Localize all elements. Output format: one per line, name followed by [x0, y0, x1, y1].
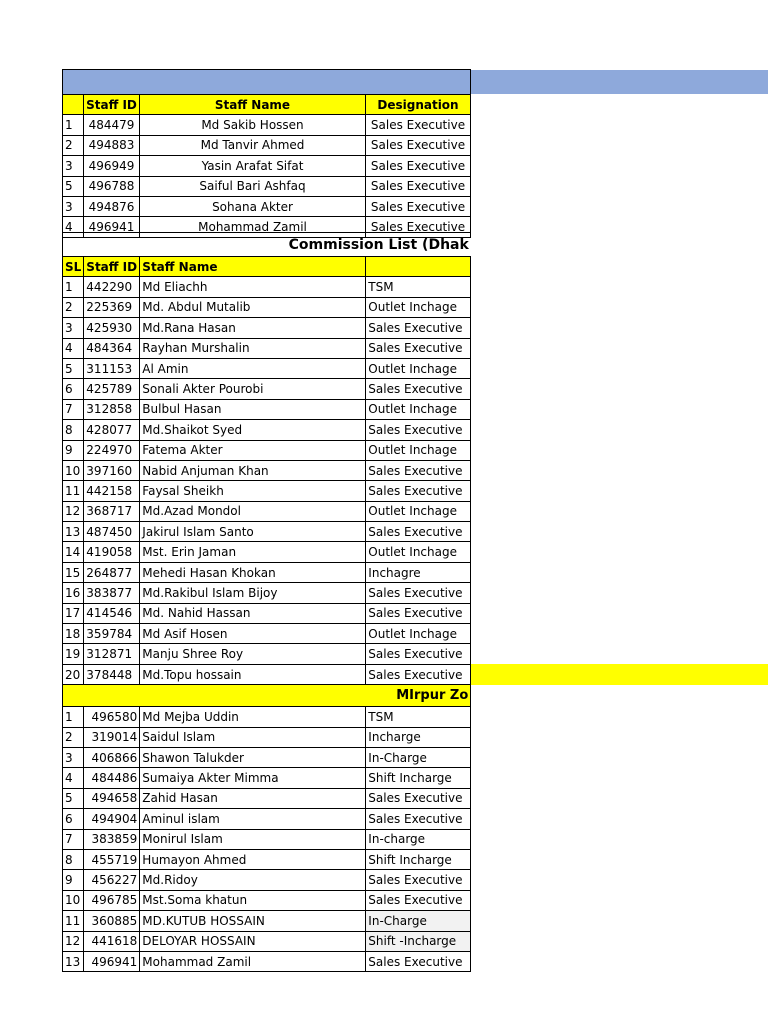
designation-cell: Sales Executive — [366, 481, 471, 501]
staff-id-cell: 312858 — [84, 399, 140, 419]
designation-cell: Outlet Inchage — [366, 624, 471, 644]
staff-id-cell: 484479 — [84, 115, 140, 135]
staff-name-cell: Shawon Talukder — [140, 747, 366, 767]
staff-id-cell: 487450 — [84, 522, 140, 542]
table-row — [63, 911, 471, 931]
table-row — [63, 747, 471, 767]
sl-cell: 10 — [63, 890, 84, 910]
staff-name-cell: Al Amin — [140, 358, 366, 378]
designation-cell: Incharge — [366, 727, 471, 747]
designation-cell: Sales Executive — [366, 135, 471, 155]
staff-id-header: Staff ID — [84, 95, 140, 115]
staff-id-cell: 442290 — [84, 277, 140, 297]
sl-cell: 4 — [63, 768, 84, 788]
table-row — [63, 460, 471, 480]
staff-id-cell: 264877 — [84, 562, 140, 582]
staff-id-cell: 496580 — [84, 707, 140, 727]
staff-name-cell: Md Eliachh — [140, 277, 366, 297]
sl-cell: 6 — [63, 809, 84, 829]
staff-name-cell: Nabid Anjuman Khan — [140, 460, 366, 480]
sl-cell: 5 — [63, 788, 84, 808]
table-row — [63, 440, 471, 460]
table-row — [63, 931, 471, 951]
sl-cell: 10 — [63, 460, 84, 480]
table-row — [63, 644, 471, 664]
table-row — [63, 379, 471, 399]
sl-cell: 4 — [63, 217, 84, 237]
zone-band — [470, 664, 768, 685]
staff-id-cell: 383859 — [84, 829, 140, 849]
staff-id-cell: 360885 — [84, 911, 140, 931]
staff-name-cell: Monirul Islam — [140, 829, 366, 849]
designation-header — [366, 257, 471, 277]
staff-name-cell: Sumaiya Akter Mimma — [140, 768, 366, 788]
staff-id-cell: 494883 — [84, 135, 140, 155]
staff-id-cell: 484486 — [84, 768, 140, 788]
staff-name-cell: Zahid Hasan — [140, 788, 366, 808]
staff-id-cell: 225369 — [84, 297, 140, 317]
table-row — [63, 870, 471, 890]
sl-cell: 5 — [63, 358, 84, 378]
table-row — [63, 399, 471, 419]
sl-cell: 3 — [63, 747, 84, 767]
sl-cell: 3 — [63, 156, 84, 176]
staff-id-cell: 428077 — [84, 420, 140, 440]
staff-name-cell: Md Tanvir Ahmed — [140, 135, 366, 155]
sl-cell: 12 — [63, 931, 84, 951]
designation-cell: Sales Executive — [366, 318, 471, 338]
designation-cell: Outlet Inchage — [366, 297, 471, 317]
staff-id-cell: 383877 — [84, 583, 140, 603]
sl-cell: 3 — [63, 196, 84, 216]
staff-id-cell: 494876 — [84, 196, 140, 216]
staff-name-cell: Faysal Sheikh — [140, 481, 366, 501]
table-row — [63, 358, 471, 378]
sl-cell: 2 — [63, 297, 84, 317]
table-header-row — [63, 95, 471, 115]
sl-cell: 11 — [63, 911, 84, 931]
zone-title-row — [63, 685, 471, 707]
staff-id-cell: 496941 — [84, 951, 140, 971]
designation-cell: Sales Executive — [366, 951, 471, 971]
zone-title: MIrpur Zo — [63, 685, 471, 707]
sl-cell: 17 — [63, 603, 84, 623]
staff-name-cell: Humayon Ahmed — [140, 849, 366, 869]
designation-cell: Shift Incharge — [366, 768, 471, 788]
sl-cell: 18 — [63, 624, 84, 644]
table-row — [63, 135, 471, 155]
designation-cell: Outlet Inchage — [366, 501, 471, 521]
table-row — [63, 829, 471, 849]
blank-header-row — [63, 70, 471, 95]
staff-name-cell: Md Asif Hosen — [140, 624, 366, 644]
sl-cell: 14 — [63, 542, 84, 562]
section-title-row — [63, 233, 471, 257]
staff-id-cell: 368717 — [84, 501, 140, 521]
table-row — [63, 788, 471, 808]
sl-cell: 4 — [63, 338, 84, 358]
designation-cell: Sales Executive — [366, 870, 471, 890]
staff-name-cell: Sonali Akter Pourobi — [140, 379, 366, 399]
sl-cell: 7 — [63, 399, 84, 419]
sl-cell: 12 — [63, 501, 84, 521]
sl-cell: 1 — [63, 707, 84, 727]
designation-header: Designation — [366, 95, 471, 115]
table-row — [63, 727, 471, 747]
staff-name-cell: Rayhan Murshalin — [140, 338, 366, 358]
designation-cell: Outlet Inchage — [366, 399, 471, 419]
sl-cell: 8 — [63, 849, 84, 869]
table-row — [63, 297, 471, 317]
staff-name-cell: Mohammad Zamil — [140, 951, 366, 971]
sl-cell: 20 — [63, 664, 84, 684]
table-row — [63, 420, 471, 440]
staff-name-cell: Md.Rakibul Islam Bijoy — [140, 583, 366, 603]
sl-cell: 16 — [63, 583, 84, 603]
staff-id-cell: 312871 — [84, 644, 140, 664]
staff-name-cell: Saiful Bari Ashfaq — [140, 176, 366, 196]
table-row — [63, 707, 471, 727]
table-row — [63, 156, 471, 176]
sl-cell: 9 — [63, 440, 84, 460]
table-row — [63, 809, 471, 829]
staff-id-cell: 311153 — [84, 358, 140, 378]
sl-cell: 8 — [63, 420, 84, 440]
table-row — [63, 501, 471, 521]
staff-name-cell: Md.Ridoy — [140, 870, 366, 890]
sl-cell: 13 — [63, 951, 84, 971]
staff-name-cell: Mst. Erin Jaman — [140, 542, 366, 562]
staff-name-cell: Md.Topu hossain — [140, 664, 366, 684]
staff-name-cell: Md. Abdul Mutalib — [140, 297, 366, 317]
table-row — [63, 115, 471, 135]
staff-id-cell: 494658 — [84, 788, 140, 808]
staff-id-cell: 425789 — [84, 379, 140, 399]
staff-id-cell: 397160 — [84, 460, 140, 480]
designation-cell: Sales Executive — [366, 217, 471, 237]
staff-id-cell: 414546 — [84, 603, 140, 623]
sl-header: SL — [63, 257, 84, 277]
staff-name-cell: Md.Shaikot Syed — [140, 420, 366, 440]
designation-cell: Outlet Inchage — [366, 542, 471, 562]
designation-cell: In-Charge — [366, 747, 471, 767]
staff-name-cell: Saidul Islam — [140, 727, 366, 747]
designation-cell: Sales Executive — [366, 788, 471, 808]
staff-name-cell: Bulbul Hasan — [140, 399, 366, 419]
staff-id-cell: 319014 — [84, 727, 140, 747]
staff-name-cell: Mst.Soma khatun — [140, 890, 366, 910]
sl-cell: 3 — [63, 318, 84, 338]
designation-cell: TSM — [366, 277, 471, 297]
sl-cell: 15 — [63, 562, 84, 582]
designation-cell: Sales Executive — [366, 379, 471, 399]
table-row — [63, 562, 471, 582]
sl-cell: 7 — [63, 829, 84, 849]
table-row — [63, 522, 471, 542]
table-row — [63, 176, 471, 196]
staff-id-cell: 496941 — [84, 217, 140, 237]
staff-id-cell: 441618 — [84, 931, 140, 951]
staff-name-cell: MD.KUTUB HOSSAIN — [140, 911, 366, 931]
staff-name-cell: Sohana Akter — [140, 196, 366, 216]
designation-cell: In-Charge — [366, 911, 471, 931]
table-row — [63, 196, 471, 216]
table-row — [63, 849, 471, 869]
designation-cell: Sales Executive — [366, 196, 471, 216]
staff-name-cell: Jakirul Islam Santo — [140, 522, 366, 542]
staff-id-cell: 359784 — [84, 624, 140, 644]
staff-name-cell: Mehedi Hasan Khokan — [140, 562, 366, 582]
sl-cell: 2 — [63, 727, 84, 747]
staff-id-cell: 442158 — [84, 481, 140, 501]
table-row — [63, 481, 471, 501]
sl-cell: 1 — [63, 115, 84, 135]
designation-cell: Sales Executive — [366, 115, 471, 135]
staff-id-cell: 406866 — [84, 747, 140, 767]
staff-name-cell: Fatema Akter — [140, 440, 366, 460]
staff-name-cell: Aminul islam — [140, 809, 366, 829]
staff-name-header: Staff Name — [140, 95, 366, 115]
table-row — [63, 318, 471, 338]
commission-title: Commission List (Dhak — [63, 233, 471, 257]
designation-cell: Sales Executive — [366, 176, 471, 196]
staff-id-cell: 425930 — [84, 318, 140, 338]
designation-cell: Sales Executive — [366, 809, 471, 829]
designation-cell: Sales Executive — [366, 460, 471, 480]
sl-cell: 6 — [63, 379, 84, 399]
designation-cell: TSM — [366, 707, 471, 727]
staff-id-cell: 494904 — [84, 809, 140, 829]
table-row — [63, 583, 471, 603]
sl-cell: 19 — [63, 644, 84, 664]
staff-name-header: Staff Name — [140, 257, 366, 277]
staff-name-cell: Mohammad Zamil — [140, 217, 366, 237]
staff-name-cell: Md Mejba Uddin — [140, 707, 366, 727]
sl-cell: 11 — [63, 481, 84, 501]
table-row — [63, 338, 471, 358]
staff-name-cell: Yasin Arafat Sifat — [140, 156, 366, 176]
table-row — [63, 951, 471, 971]
table-row — [63, 542, 471, 562]
staff-name-cell: Md Sakib Hossen — [140, 115, 366, 135]
staff-name-cell: Md.Azad Mondol — [140, 501, 366, 521]
sl-cell: 5 — [63, 176, 84, 196]
staff-id-cell: 496949 — [84, 156, 140, 176]
staff-id-cell: 378448 — [84, 664, 140, 684]
table-header-row — [63, 257, 471, 277]
table-row — [63, 890, 471, 910]
designation-cell: Sales Executive — [366, 522, 471, 542]
designation-cell: Sales Executive — [366, 338, 471, 358]
designation-cell: Sales Executive — [366, 644, 471, 664]
designation-cell: Sales Executive — [366, 420, 471, 440]
staff-table-top — [62, 69, 471, 238]
staff-id-cell: 496785 — [84, 890, 140, 910]
designation-cell: Shift -Incharge — [366, 931, 471, 951]
header-band — [470, 70, 768, 94]
table-row — [63, 277, 471, 297]
table-row — [63, 768, 471, 788]
staff-name-cell: DELOYAR HOSSAIN — [140, 931, 366, 951]
designation-cell: In-charge — [366, 829, 471, 849]
commission-table — [62, 232, 471, 972]
staff-name-cell: Manju Shree Roy — [140, 644, 366, 664]
staff-id-cell: 455719 — [84, 849, 140, 869]
sl-cell: 2 — [63, 135, 84, 155]
staff-id-cell: 496788 — [84, 176, 140, 196]
staff-id-cell: 224970 — [84, 440, 140, 460]
sl-cell: 9 — [63, 870, 84, 890]
designation-cell: Sales Executive — [366, 890, 471, 910]
table-row — [63, 624, 471, 644]
table-row — [63, 603, 471, 623]
designation-cell: Outlet Inchage — [366, 440, 471, 460]
designation-cell: Sales Executive — [366, 603, 471, 623]
staff-id-cell: 419058 — [84, 542, 140, 562]
staff-id-cell: 456227 — [84, 870, 140, 890]
designation-cell: Outlet Inchage — [366, 358, 471, 378]
designation-cell: Shift Incharge — [366, 849, 471, 869]
designation-cell: Sales Executive — [366, 156, 471, 176]
designation-cell: Sales Executive — [366, 664, 471, 684]
designation-cell: Inchagre — [366, 562, 471, 582]
staff-name-cell: Md. Nahid Hassan — [140, 603, 366, 623]
staff-id-header: Staff ID — [84, 257, 140, 277]
table-row — [63, 664, 471, 684]
sl-header — [63, 95, 84, 115]
sl-cell: 1 — [63, 277, 84, 297]
staff-name-cell: Md.Rana Hasan — [140, 318, 366, 338]
designation-cell: Sales Executive — [366, 583, 471, 603]
staff-id-cell: 484364 — [84, 338, 140, 358]
sl-cell: 13 — [63, 522, 84, 542]
